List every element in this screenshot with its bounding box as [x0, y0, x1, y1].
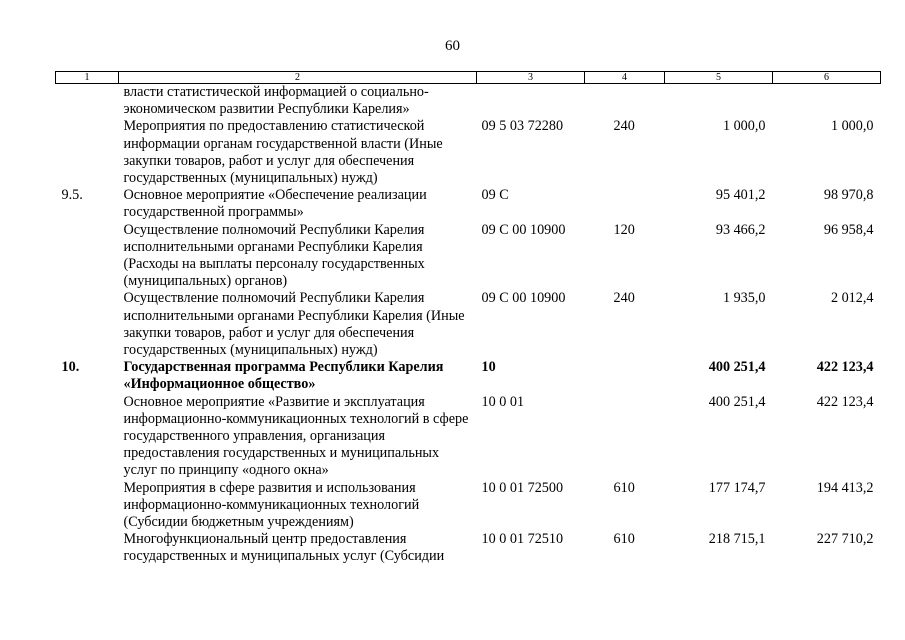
row-name: Основное мероприятие «Обеспечение реализации государственной программы» — [123, 187, 427, 221]
row-kvr: 120 — [613, 221, 635, 238]
row-name: Основное мероприятие «Развитие и эксплуатация информационно-коммуникационных технологий в сфере государственного управления, организация предоставления государственных и муниципальных услуг по принципу «одного окна» — [123, 393, 469, 479]
row-name: Мероприятия в сфере развития и использования информационно-коммуникационных технологий (Субсидии бюджетным учреждениям) — [123, 479, 420, 531]
row-name: Осуществление полномочий Республики Карелия исполнительными органами Республики Карелия (Расходы на выплаты персоналу государственных (муниципальных) органов) — [123, 221, 425, 290]
row-value-year1: 218 715,1 — [708, 531, 766, 548]
row-number — [56, 394, 119, 480]
row-value-year2: 227 710,2 — [816, 531, 874, 548]
row-name: Осуществление полномочий Республики Карелия исполнительными органами Республики Карелия (Иные закупки товаров, работ и услуг для обеспечения государственных (муниципальных) нужд) — [123, 290, 465, 359]
header-col-2: 2 — [119, 72, 477, 84]
table-row — [56, 531, 881, 565]
row-kvr — [585, 187, 665, 221]
row-code — [477, 84, 585, 119]
row-kvr: 610 — [613, 479, 635, 496]
row-code: 09 С 00 10900 — [481, 290, 566, 307]
row-code: 10 — [481, 359, 496, 376]
row-kvr: 610 — [613, 531, 635, 548]
row-number — [56, 531, 119, 565]
table-row — [56, 222, 881, 291]
row-number — [56, 290, 119, 359]
row-code: 09 С 00 10900 — [481, 221, 566, 238]
row-code: 10 0 01 72510 — [481, 531, 564, 548]
row-number — [56, 480, 119, 532]
row-name: Мероприятия по предоставлению статистической информации органам государственной власти (Иные закупки товаров, работ и услуг для обеспечения государственных (муниципальных) нужд) — [123, 118, 443, 187]
row-value-year2: 98 970,8 — [823, 187, 874, 204]
row-value-year1: 93 466,2 — [715, 221, 766, 238]
header-col-5: 5 — [665, 72, 773, 84]
row-number — [56, 222, 119, 291]
header-col-1: 1 — [56, 72, 119, 84]
table-row — [56, 480, 881, 532]
row-value-year1: 95 401,2 — [715, 187, 766, 204]
row-name: Государственная программа Республики Карелия «Информационное общество» — [123, 359, 444, 393]
row-value-year2 — [773, 84, 881, 119]
row-code: 10 0 01 — [481, 393, 525, 410]
row-number: 10. — [61, 359, 80, 376]
row-value-year2: 96 958,4 — [823, 221, 874, 238]
table-row — [56, 187, 881, 221]
row-kvr: 240 — [613, 290, 635, 307]
row-kvr — [585, 394, 665, 480]
page-number: 60 — [445, 38, 460, 54]
row-number: 9.5. — [61, 187, 83, 204]
row-value-year2: 1 000,0 — [830, 118, 874, 135]
header-row — [56, 72, 881, 84]
row-code: 09 5 03 72280 — [481, 118, 564, 135]
row-kvr — [585, 359, 665, 393]
row-code: 10 0 01 72500 — [481, 479, 564, 496]
row-kvr — [585, 84, 665, 119]
row-value-year1: 1 000,0 — [722, 118, 766, 135]
row-value-year2: 2 012,4 — [830, 290, 874, 307]
row-value-year1 — [665, 84, 773, 119]
row-value-year1: 400 251,4 — [708, 393, 766, 410]
header-col-4: 4 — [585, 72, 665, 84]
table-header — [56, 72, 881, 84]
row-value-year1: 177 174,7 — [708, 479, 766, 496]
row-kvr: 240 — [613, 118, 635, 135]
header-col-3: 3 — [477, 72, 585, 84]
row-name: Многофункциональный центр предоставления государственных и муниципальных услуг (Субсидии — [123, 531, 445, 565]
budget-table — [55, 71, 881, 566]
row-name: власти статистической информацией о социально-экономическом развитии Республики Карелия» — [123, 84, 429, 118]
header-col-6: 6 — [773, 72, 881, 84]
table-row — [56, 394, 881, 480]
table-row-program — [56, 359, 881, 393]
row-value-year1: 400 251,4 — [708, 359, 766, 376]
row-number — [56, 84, 119, 119]
row-value-year2: 194 413,2 — [816, 479, 874, 496]
table-row — [56, 290, 881, 359]
table-row — [56, 118, 881, 187]
row-number — [56, 118, 119, 187]
row-code: 09 С — [481, 187, 509, 204]
table-row — [56, 84, 881, 119]
row-value-year2: 422 123,4 — [816, 393, 874, 410]
row-value-year2: 422 123,4 — [816, 359, 874, 376]
table-body — [56, 84, 881, 566]
row-value-year1: 1 935,0 — [722, 290, 766, 307]
